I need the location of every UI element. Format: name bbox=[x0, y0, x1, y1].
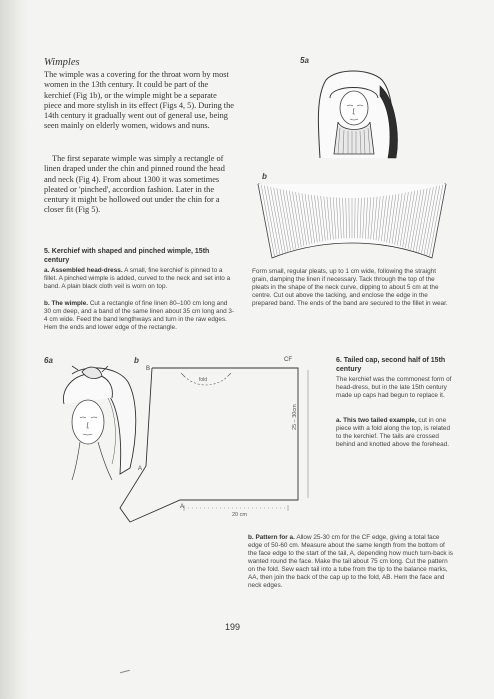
fig-5a-label: 5a bbox=[300, 56, 309, 65]
fig-6b-cap-pattern bbox=[100, 358, 320, 528]
caption-5a bbox=[44, 267, 236, 291]
caption-5b-continued: Form small, regular pleats, up to 1 cm wide, following the straight grain, damping the linen if necessary. Tack through the top of the pleats in the shape of the neck curve, dipping to about 5 cm at the centre. Cut out above the tacking, and enclose the edge in the prepared band. The ends of the band are secured to the fillet in wear. bbox=[252, 268, 448, 307]
page-number: 199 bbox=[225, 622, 241, 632]
pattern-height-dimension: 25 – 30cm bbox=[292, 404, 298, 430]
pattern-label-fold: fold bbox=[199, 377, 208, 383]
fig-6a-label: 6a bbox=[44, 356, 53, 365]
stray-mark bbox=[120, 670, 130, 674]
section-title: Wimples bbox=[44, 57, 80, 68]
page-gutter-shadow bbox=[0, 0, 30, 699]
caption-5b bbox=[44, 300, 236, 332]
caption-5a-text: A small, fine kerchief is pinned to a fillet. A pinched wimple is added, curved to the neck and set into a band. A plain black cloth veil is worn on top. bbox=[44, 267, 231, 290]
caption-5-heading: 5. Kerchief with shaped and pinched wimple, 15th century bbox=[44, 248, 210, 264]
caption-6b bbox=[248, 534, 454, 590]
caption-6a-lead: a. This two tailed example, bbox=[336, 417, 417, 424]
intro-paragraph-1: The wimple was a covering for the throat worn by most women in the 13th century. It could be part of the kerchief (Fig 1b), or the wimple might be a separate piece and more stylish in its effect (Figs 4, 5). During the 14th century it gradually went out of general use, being seen mainly on elderly women, widows and nuns. bbox=[44, 70, 234, 131]
caption-5a-lead: a. Assembled head-dress. bbox=[44, 267, 123, 274]
intro-paragraph-2: The first separate wimple was simply a rectangle of linen draped under the chin and pinned round the head and neck (Fig 4). From about 1300 it was sometimes pleated or 'pinched', accordion fashion. Later in the century it might be hollowed out under the chin for a closer fit (Fig 5). bbox=[44, 154, 225, 215]
caption-6-heading: 6. Tailed cap, second half of 15th century bbox=[336, 357, 446, 373]
caption-6b-text: Allow 25-30 cm for the CF edge, giving a total face edge of 50-60 cm. Measure about the same length from the bottom of the face edge to the start of the tail, A, depending how much turn-back is wanted round the face. Make the tail about 75 cm long. Cut the pattern on the fold. Sew each tail into a tube from the tip to the balance marks, AA, then join the back of the cap up to the fold, AB. Hem the face and neck edges. bbox=[248, 534, 453, 589]
pattern-width-dimension: 20 cm bbox=[232, 512, 247, 518]
pattern-label-a-bottom: A bbox=[180, 504, 185, 510]
fig-5b-pleated-wimple-illustration bbox=[252, 178, 452, 263]
caption-6b-lead: b. Pattern for a. bbox=[248, 534, 295, 541]
pattern-label-b: B bbox=[146, 366, 151, 372]
caption-6a bbox=[336, 417, 456, 449]
fig-5a-headdress-illustration bbox=[300, 66, 410, 161]
caption-6-intro: The kerchief was the commonest form of head-dress, but in the late 15th century made up caps had begun to replace it. bbox=[336, 376, 452, 399]
caption-5b-lead: b. The wimple. bbox=[44, 300, 89, 307]
fig-5b-label: b bbox=[262, 172, 267, 181]
pattern-label-a-side: A bbox=[138, 466, 143, 472]
pattern-label-cf: CF bbox=[284, 357, 292, 363]
fig-6b-label: b bbox=[134, 356, 139, 365]
caption-5b-text: Cut a rectangle of fine linen 80–100 cm long and 30 cm deep, and a band of the same linen about 35 cm long and 3-4 cm wide. Feed the band lengthways and turn in the raw edges. Hem the ends and lower edge of the rectangle. bbox=[44, 300, 235, 331]
caption-6a-text: cut in one piece with a fold along the top, is related to the kerchief. The tails are crossed behind and knotted above the forehead. bbox=[336, 417, 451, 448]
